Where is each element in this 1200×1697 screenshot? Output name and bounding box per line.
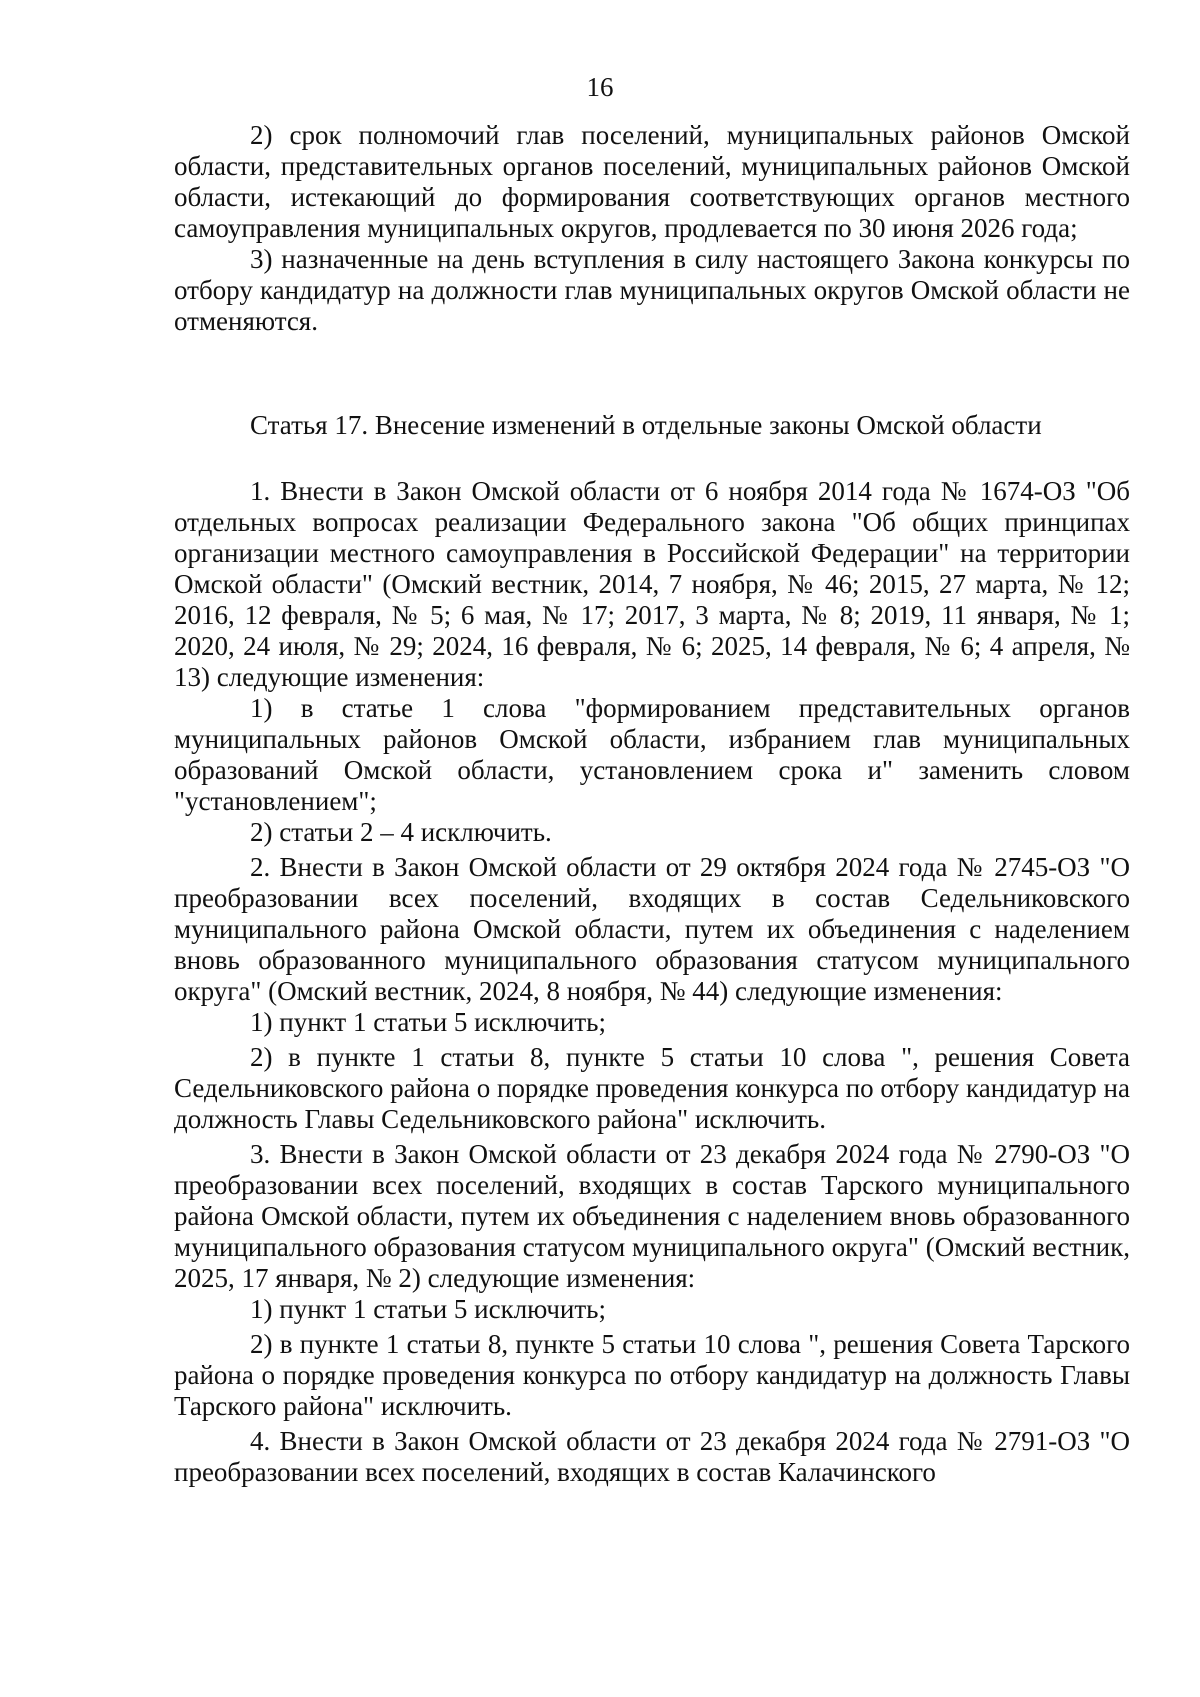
paragraph: 1. Внести в Закон Омской области от 6 ноября 2014 года № 1674-ОЗ "Об отдельных вопросах реализации Федерального закона "Об общих принципах организации местного самоуправления в Российской Федерации" на территории Омской области" (Омский вестник, 2014, 7 ноября, № 46; 2015, 27 марта, № 12; 2016, 12 февраля, № 5; 6 мая, № 17; 2017, 3 марта, № 8; 2019, 11 января, № 1; 2020, 24 июля, № 29; 2024, 16 февраля, № 6; 2025, 14 февраля, № 6; 4 апреля, № 13) следующие изменения: (174, 476, 1130, 692)
paragraph: 1) в статье 1 слова "формированием представительных органов муниципальных районов Омской области, избранием глав муниципальных образований Омской области, установлением срока и" заменить словом "установлением"; (174, 693, 1130, 816)
paragraph: 2) статьи 2 – 4 исключить. (250, 817, 552, 847)
top-paragraphs (174, 120, 1130, 337)
paragraph: 4. Внести в Закон Омской области от 23 декабря 2024 года № 2791-ОЗ "О преобразовании всех поселений, входящих в состав Калачинского (174, 1426, 1130, 1487)
page-number: 16 (586, 72, 614, 102)
paragraph: 1) пункт 1 статьи 5 исключить; (250, 1007, 606, 1037)
paragraph: 2) в пункте 1 статьи 8, пункте 5 статьи 10 слова ", решения Совета Тарского района о порядке проведения конкурса по отбору кандидатур на должность Главы Тарского района" исключить. (174, 1329, 1130, 1421)
paragraph: 3) назначенные на день вступления в силу настоящего Закона конкурсы по отбору кандидатур на должности глав муниципальных округов Омской области не отменяются. (174, 244, 1130, 336)
article-heading: Статья 17. Внесение изменений в отдельные законы Омской области (250, 410, 1042, 440)
paragraph: 2) срок полномочий глав поселений, муниципальных районов Омской области, представительных органов поселений, муниципальных районов Омской области, истекающий до формирования соответствующих органов местного самоуправления муниципальных округов, продлевается по 30 июня 2026 года; (174, 120, 1130, 243)
paragraph: 1) пункт 1 статьи 5 исключить; (250, 1294, 606, 1324)
paragraph: 2. Внести в Закон Омской области от 29 октября 2024 года № 2745-ОЗ "О преобразовании всех поселений, входящих в состав Седельниковского муниципального района Омской области, путем их объединения с наделением вновь образованного муниципального образования статусом муниципального округа" (Омский вестник, 2024, 8 ноября, № 44) следующие изменения: (174, 852, 1130, 1006)
article-body (174, 476, 1130, 1488)
paragraph: 3. Внести в Закон Омской области от 23 декабря 2024 года № 2790-ОЗ "О преобразовании всех поселений, входящих в состав Тарского муниципального района Омской области, путем их объединения с наделением вновь образованного муниципального образования статусом муниципального округа" (Омский вестник, 2025, 17 января, № 2) следующие изменения: (174, 1139, 1130, 1293)
paragraph: 2) в пункте 1 статьи 8, пункте 5 статьи 10 слова ", решения Совета Седельниковского района о порядке проведения конкурса по отбору кандидатур на должность Главы Седельниковского района" исключить. (174, 1042, 1130, 1134)
